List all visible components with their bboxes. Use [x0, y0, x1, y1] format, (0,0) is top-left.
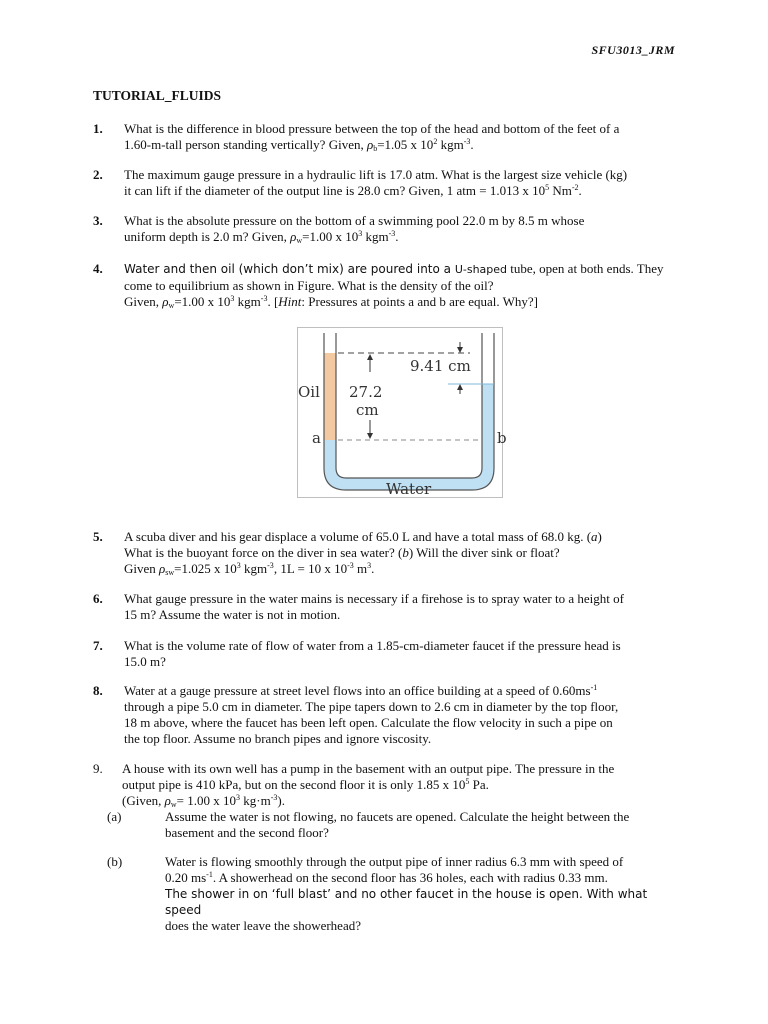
- oil-fill: [324, 353, 336, 440]
- question-text: the top floor. Assume no branch pipes and ignore viscosity.: [124, 731, 432, 746]
- part-label: (a): [107, 809, 122, 824]
- question-number: 9.: [93, 761, 103, 776]
- question-text: basement and the second floor?: [165, 825, 329, 840]
- question-number: 1.: [93, 121, 103, 136]
- oil-height-arrow-head: [367, 354, 373, 360]
- question-text: Water is flowing smoothly through the output pipe of inner radius 6.3 mm with speed of: [165, 854, 624, 869]
- question-number: 3.: [93, 213, 103, 228]
- part-label: (b): [107, 854, 123, 869]
- question-text: Given $\rho_{sw}=1.025$ x $10^3$ kgm$^{-3}$, 1L = 10 x $10^{-3}$ $m^3$.: [124, 561, 375, 577]
- question-text: A scuba diver and his gear displace a volume of 65.0 L and have a total mass of 68.0 kg. (a): [124, 529, 602, 544]
- question-text: What is the difference in blood pressure between the top of the head and bottom of the feet of a: [124, 121, 620, 136]
- question-text: 0.20 $ms^{-1}$. A showerhead on the second floor has 36 holes, each with radius 0.33 mm.: [165, 870, 608, 885]
- point-b-label: b: [497, 429, 507, 447]
- question-text: 18 m above, where the faucet has been left open. Calculate the flow velocity in such a pipe on: [124, 715, 613, 730]
- question-text: Given, $\rho_w=1.00$ x $10^3$ kgm$^{-3}$. [Hint: Pressures at points a and b are equal. Why?]: [124, 294, 538, 310]
- question-9-part-a: [100, 809, 675, 841]
- question-5: [93, 529, 675, 577]
- point-a-label: a: [312, 429, 321, 447]
- diff-arrow-head: [457, 347, 463, 353]
- question-text: through a pipe 5.0 cm in diameter. The pipe tapers down to 2.6 cm in diameter by the top floor,: [124, 699, 619, 714]
- question-7: [93, 638, 675, 670]
- question-text: does the water leave the showerhead?: [165, 918, 361, 933]
- question-number: 7.: [93, 638, 103, 653]
- question-text: The shower in on ‘full blast’ and no other faucet in the house is open. With what speed: [165, 887, 648, 917]
- question-text: output pipe is 410 kPa, but on the second floor it is only 1.85 x $10^5$ Pa.: [122, 777, 489, 792]
- oil-height-label: 27.2: [349, 383, 383, 401]
- question-text: Water at a gauge pressure at street level flows into an office building at a speed of $0.60ms^{-1}$: [124, 683, 598, 698]
- question-number: 4.: [93, 261, 103, 276]
- question-text: What is the absolute pressure on the bottom of a swimming pool 22.0 m by 8.5 m whose: [124, 213, 585, 228]
- question-text: What is the buoyant force on the diver in sea water? (b) Will the diver sink or float?: [124, 545, 560, 560]
- question-number: 6.: [93, 591, 103, 606]
- diff-label: 9.41 cm: [410, 357, 471, 375]
- oil-label: Oil: [298, 383, 320, 401]
- question-6: [93, 591, 675, 623]
- question-9-part-b: [100, 854, 675, 934]
- question-text: it can lift if the diameter of the output line is 28.0 cm? Given, 1 atm = 1.013 x $10^5$ $Nm^{-2}$.: [124, 183, 582, 198]
- question-text: What is the volume rate of flow of water from a 1.85-cm-diameter faucet if the pressure head is: [124, 638, 621, 653]
- oil-height-arrow-head: [367, 433, 373, 439]
- question-1: [93, 121, 675, 153]
- u-tube-figure: [297, 327, 507, 498]
- question-text: 15.0 m?: [124, 654, 166, 669]
- oil-height-unit: cm: [356, 401, 379, 419]
- question-number: 5.: [93, 529, 103, 544]
- question-number: 2.: [93, 167, 103, 182]
- question-text: The maximum gauge pressure in a hydraulic lift is 17.0 atm. What is the largest size vehicle (kg): [124, 167, 628, 182]
- water-label: Water: [386, 480, 432, 498]
- question-text: (Given, $\rho_w= 1.00$ x $10^3$ $kg\cdot m^{-3}$).: [122, 793, 285, 809]
- question-4: [93, 261, 675, 310]
- question-text: 1.60-m-tall person standing vertically? Given, $\rho_b=1.05$ x $10^2$ kgm$^{-3}$.: [124, 137, 474, 153]
- question-text: Water and then oil (which don’t mix) are poured into a U-shaped tube, open at both ends. They: [124, 261, 664, 276]
- question-text: A house with its own well has a pump in the basement with an output pipe. The pressure in the: [122, 761, 615, 776]
- diff-arrow-head: [457, 384, 463, 390]
- question-8: [93, 683, 675, 747]
- question-9: [93, 761, 675, 934]
- question-3: [93, 213, 675, 245]
- question-text: come to equilibrium as shown in Figure. What is the density of the oil?: [124, 278, 494, 293]
- question-text: What gauge pressure in the water mains is necessary if a firehose is to spray water to a height of: [124, 591, 624, 606]
- question-text: uniform depth is 2.0 m? Given, $\rho_w=1.00$ x $10^3$ kgm$^{-3}$.: [124, 229, 399, 245]
- question-text: Assume the water is not flowing, no faucets are opened. Calculate the height between the: [165, 809, 630, 824]
- question-text: 15 m? Assume the water is not in motion.: [124, 607, 341, 622]
- question-2: [93, 167, 675, 199]
- question-number: 8.: [93, 683, 103, 698]
- page-header-code: SFU3013_JRM: [591, 43, 675, 57]
- page-title: TUTORIAL_FLUIDS: [93, 88, 222, 103]
